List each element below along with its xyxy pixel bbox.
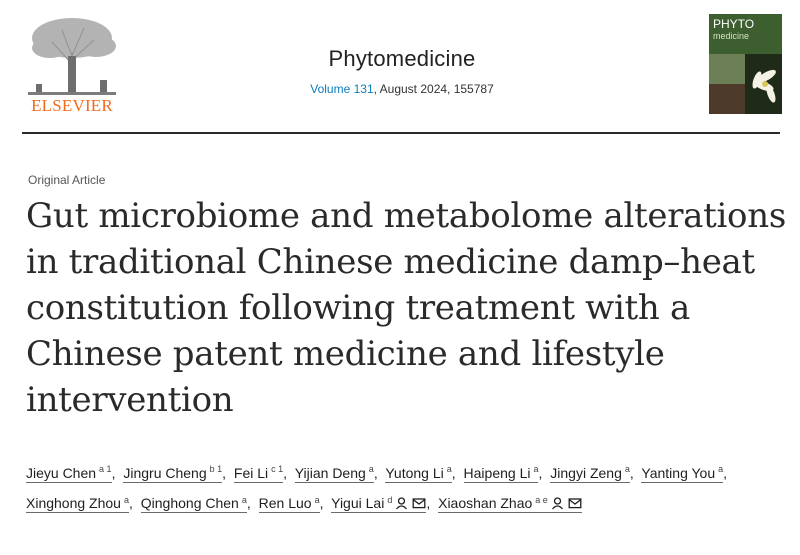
author-name: Jingyi Zeng [550,464,622,481]
author-separator: , [128,495,133,512]
author-name: Jingru Cheng [123,464,207,481]
author-affiliation-marker: d [387,494,393,505]
author-link[interactable] [385,465,451,483]
author-name: Yanting You [641,464,716,481]
author-separator: , [246,495,251,512]
envelope-icon[interactable] [568,497,582,510]
author-link[interactable] [234,465,283,483]
article-type: Original Article [28,173,106,187]
author-separator: , [451,464,456,481]
publisher-name: ELSEVIER [31,96,113,115]
journal-header [22,8,780,134]
author-name: Qinghong Chen [140,495,239,512]
issue-info: , August 2024, 155787 [373,82,494,96]
author-link[interactable] [259,495,320,513]
author-name: Fei Li [233,464,269,481]
volume-link[interactable]: Volume 131 [310,82,374,96]
author-link[interactable] [26,465,112,483]
author-affiliation-marker: a [533,464,539,474]
author-link[interactable] [331,495,426,513]
author-affiliation-marker: b 1 [209,464,223,474]
journal-cover-image[interactable] [709,14,782,114]
author-link[interactable] [464,465,539,483]
author-separator: , [723,464,728,481]
author-list [26,456,786,517]
author-name: Ren Luo [258,495,312,512]
cover-title-line2: medicine [713,31,750,41]
person-icon[interactable] [551,497,565,510]
author-name: Xinghong Zhou [26,495,121,512]
author-name: Xiaoshan Zhao [438,495,533,512]
envelope-icon[interactable] [412,497,426,510]
author-separator: , [319,495,324,512]
author-affiliation-marker: a [314,494,320,505]
author-separator: , [629,464,634,481]
author-affiliation-marker: a [241,494,247,505]
author-link[interactable] [550,465,630,483]
author-affiliation-marker: a [123,494,129,505]
author-name: Jieyu Chen [26,464,97,481]
author-affiliation-marker: a e [535,494,548,505]
author-affiliation-marker: a [624,464,630,474]
author-link[interactable] [641,465,723,483]
author-name: Haipeng Li [463,464,531,481]
author-affiliation-marker: a [368,464,374,474]
article-title: Gut microbiome and metabolome alterations in traditional Chinese medicine damp–heat constitution following treatment with a Chinese patent medicine and lifestyle intervention [26,196,786,420]
author-separator: , [373,464,378,481]
author-separator: , [111,464,116,481]
author-affiliation-marker: a [446,464,452,474]
author-separator: , [426,495,431,512]
cover-title [713,18,754,42]
author-link[interactable] [438,495,582,513]
author-name: Yijian Deng [294,464,366,481]
author-name: Yigui Lai [331,495,385,512]
author-link[interactable] [295,465,374,483]
author-separator: , [538,464,543,481]
journal-meta [222,82,582,96]
author-separator: , [283,464,288,481]
person-icon[interactable] [395,497,409,510]
author-link[interactable] [26,495,129,513]
author-link[interactable] [123,465,222,483]
cover-title-line1: PHYTO [713,17,755,31]
author-name: Yutong Li [385,464,444,481]
author-separator: , [222,464,227,481]
author-link[interactable] [141,495,247,513]
journal-title[interactable]: Phytomedicine [328,46,476,71]
journal-block [222,46,582,96]
author-affiliation-marker: a [718,464,724,474]
author-affiliation-marker: c 1 [271,464,284,474]
author-affiliation-marker: a 1 [99,464,112,474]
